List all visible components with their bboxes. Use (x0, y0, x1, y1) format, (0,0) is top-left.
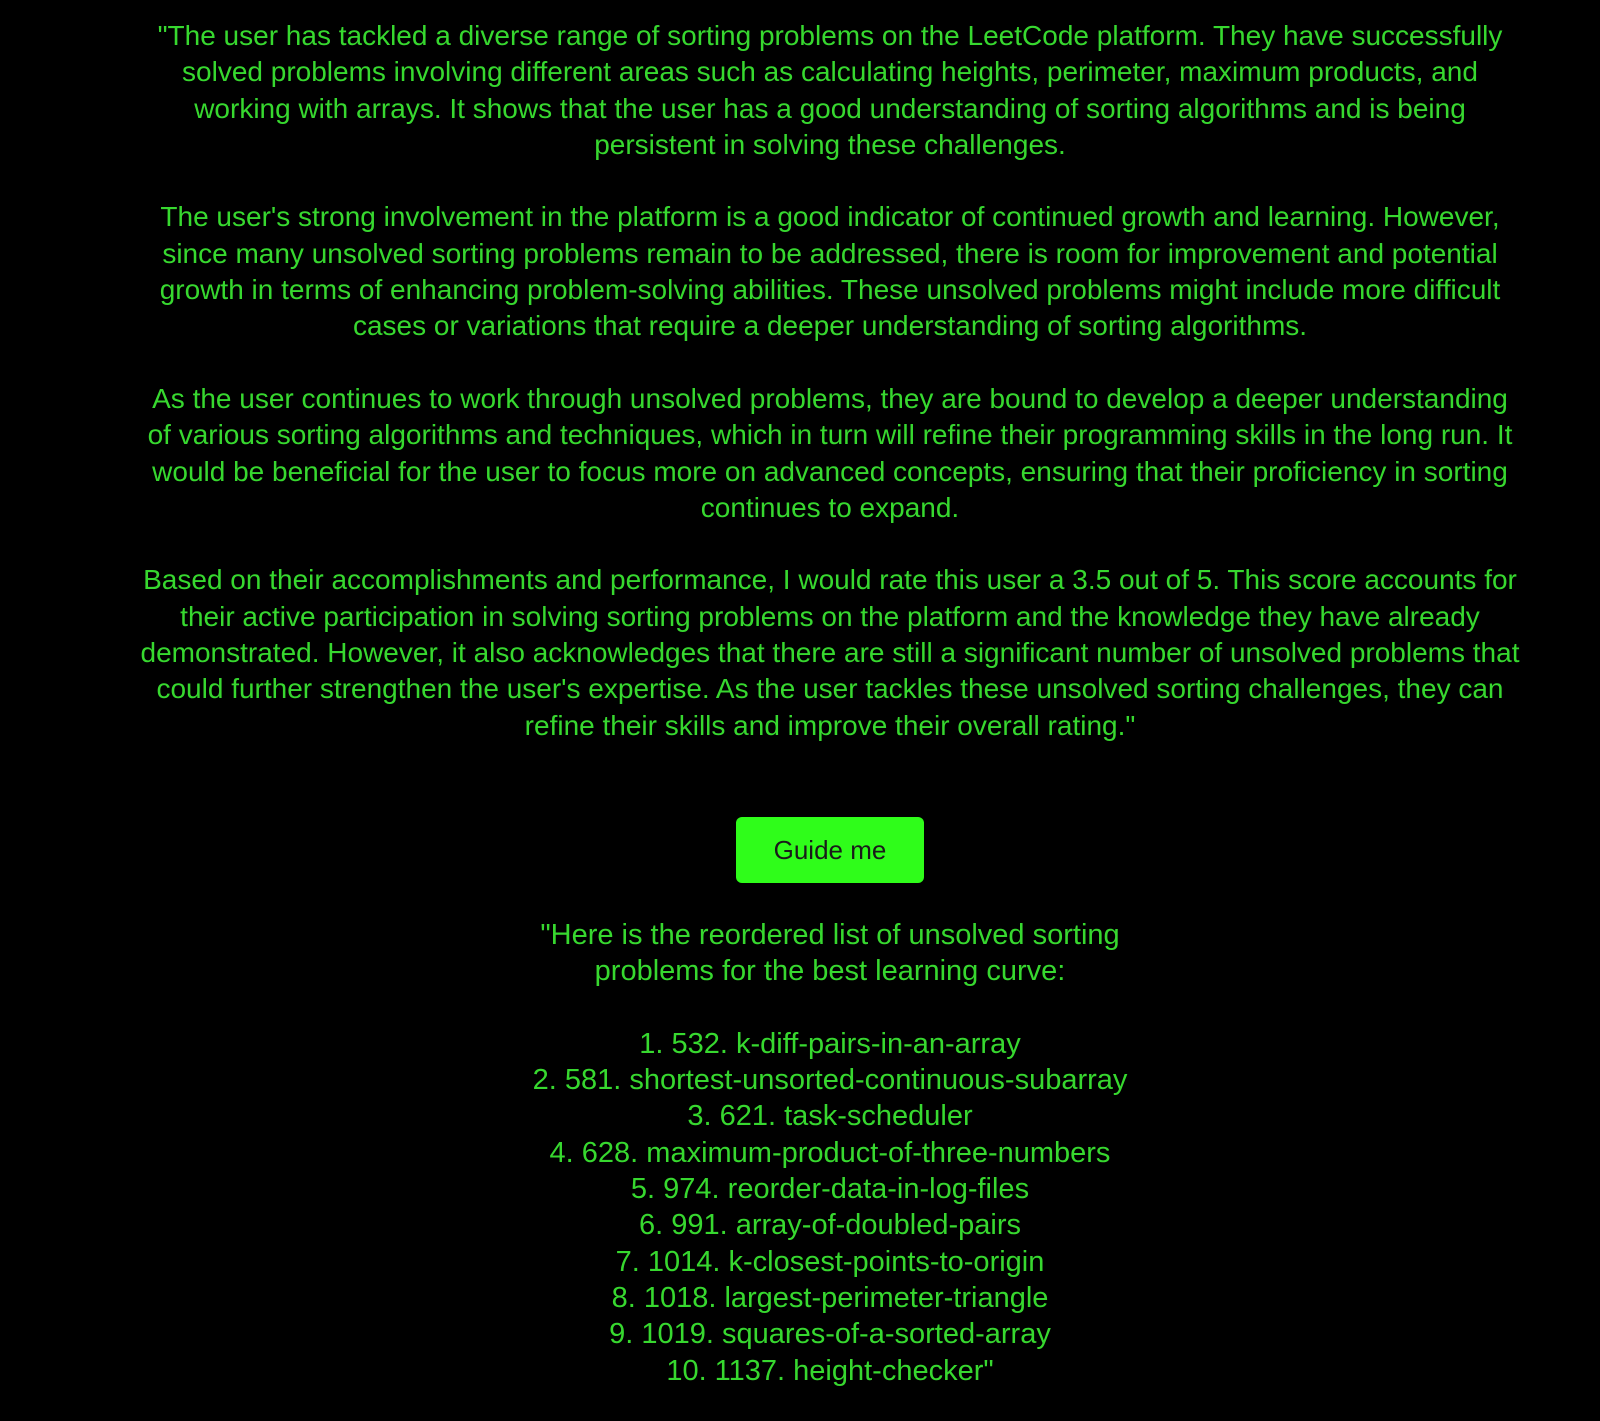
list-item: 4. 628. maximum-product-of-three-numbers (549, 1136, 1111, 1169)
review-paragraph: As the user continues to work through unsolved problems, they are bound to develop a deeper understanding of various sorting algorithms and techniques, which in turn will refine their programming skills in the long run. It would be beneficial for the user to focus more on advanced concepts, ensuring that their proficiency in sorting continues to expand. (147, 382, 1513, 523)
review-paragraph: Based on their accomplishments and performance, I would rate this user a 3.5 out of 5. This score accounts for their active participation in solving sorting problems on the platform and the knowledge they have already demonstrated. However, it also acknowledges that there are still a significant number of unsolved problems that could further strengthen the user's expertise. As the user tackles these unsolved sorting challenges, they can refine their skills and improve their overall rating." (140, 564, 1520, 741)
list-item: 10. 1137. height-checker" (666, 1354, 994, 1387)
guide-me-button[interactable]: Guide me (736, 817, 924, 883)
guide-intro: "Here is the reordered list of unsolved sorting problems for the best learning curve: (540, 919, 1120, 988)
review-text (140, 18, 1520, 744)
list-item: 9. 1019. squares-of-a-sorted-array (609, 1318, 1051, 1351)
list-item: 7. 1014. k-closest-points-to-origin (615, 1245, 1045, 1278)
list-item: 8. 1018. largest-perimeter-triangle (611, 1281, 1049, 1314)
list-item: 5. 974. reorder-data-in-log-files (630, 1173, 1030, 1206)
guide-response (480, 917, 1180, 1389)
review-paragraph: "The user has tackled a diverse range of sorting problems on the LeetCode platform. They have successfully solved problems involving different areas such as calculating heights, perimeter, maximum products, and working with arrays. It shows that the user has a good understanding of sorting algorithms and is being persistent in solving these challenges. (157, 20, 1503, 160)
list-item: 3. 621. task-scheduler (687, 1100, 973, 1133)
problem-list (480, 1026, 1180, 1389)
list-item: 6. 991. array-of-doubled-pairs (638, 1209, 1022, 1242)
list-item: 2. 581. shortest-unsorted-continuous-subarray (532, 1064, 1128, 1097)
list-item: 1. 532. k-diff-pairs-in-an-array (639, 1027, 1021, 1060)
review-paragraph: The user's strong involvement in the platform is a good indicator of continued growth and learning. However, since many unsolved sorting problems remain to be addressed, there is room for improvement and potential growth in terms of enhancing problem-solving abilities. These unsolved problems might include more difficult cases or variations that require a deeper understanding of sorting algorithms. (159, 201, 1501, 342)
